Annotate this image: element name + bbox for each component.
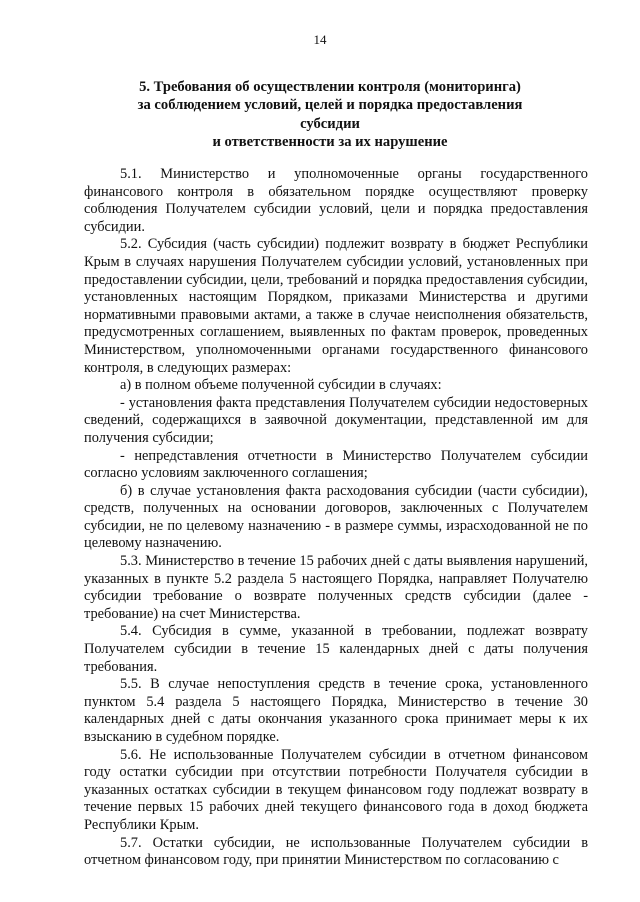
paragraph-5-7: 5.7. Остатки субсидии, не использованные Получателем субсидии в отчетном финансовом году, при принятии Министерством по согласованию с <box>84 834 588 869</box>
section-heading <box>90 78 570 152</box>
paragraph-5-6: 5.6. Не использованные Получателем субсидии в отчетном финансовом году остатки субсидии при отсутствии потребности Получателя субсидии в указанных остатках субсидии в текущем финансовом году подлежат возврату в течение первых 15 рабочих дней текущего финансового года в доход бюджета Республики Крым. <box>84 746 588 833</box>
paragraph-5-2-a: а) в полном объеме полученной субсидии в случаях: <box>120 377 442 394</box>
paragraph-5-2-a-item-1: - установления факта представления Получателем субсидии недостоверных сведений, содержащихся в заявочной документации, представленной им для получения субсидии; <box>84 394 588 446</box>
paragraph-5-2: 5.2. Субсидия (часть субсидии) подлежит возврату в бюджет Республики Крым в случаях нарушения Получателем субсидии условий, установленных при предоставлении субсидии, цели, требований и порядка предоставления субсидии, установленных настоящим Порядком, приказами Министерства и другими нормативными правовыми актами, а также в случае неисполнения обязательств, предусмотренных соглашением, выявленных по фактам проверок, проведенных Министерством, уполномоченными органами государственного финансового контроля, в следующих размерах: <box>84 236 588 376</box>
paragraph-5-2-a-item-2: - непредставления отчетности в Министерство Получателем субсидии согласно условиям заключенного соглашения; <box>84 447 588 482</box>
paragraph-5-5: 5.5. В случае непоступления средств в течение срока, установленного пунктом 5.4 раздела 5 настоящего Порядка, Министерство в течение 30 календарных дней с даты окончания указанного срока принимает меры к их взысканию в судебном порядке. <box>84 676 588 745</box>
document-body <box>84 166 588 870</box>
paragraph-5-4: 5.4. Субсидия в сумме, указанной в требовании, подлежат возврату Получателем субсидии в течение 15 календарных дней с даты получения требования. <box>84 623 588 675</box>
section-heading-line-2: за соблюдением условий, целей и порядка предоставления <box>137 97 523 114</box>
page-number: 14 <box>313 32 327 47</box>
paragraph-5-1: 5.1. Министерство и уполномоченные органы государственного финансового контроля в обязательном порядке осуществляют проверку соблюдения Получателем субсидии условий, цели и порядка предоставления субсидии. <box>84 166 588 235</box>
section-heading-line-3: субсидии <box>300 115 360 132</box>
section-heading-line-4: и ответственности за их нарушение <box>212 134 448 151</box>
section-heading-line-1: 5. Требования об осуществлении контроля (мониторинга) <box>139 79 521 95</box>
paragraph-5-2-b: б) в случае установления факта расходования субсидии (части субсидии), средств, полученных на основании договоров, заключенных с Получателем субсидии, не по целевому назначению - в размере суммы, израсходованной не по целевому назначению. <box>84 482 588 552</box>
paragraph-5-3: 5.3. Министерство в течение 15 рабочих дней с даты выявления нарушений, указанных в пункте 5.2 раздела 5 настоящего Порядка, направляет Получателю субсидии требование о возврате полученных средств субсидии (далее - требование) на счет Министерства. <box>84 553 588 622</box>
